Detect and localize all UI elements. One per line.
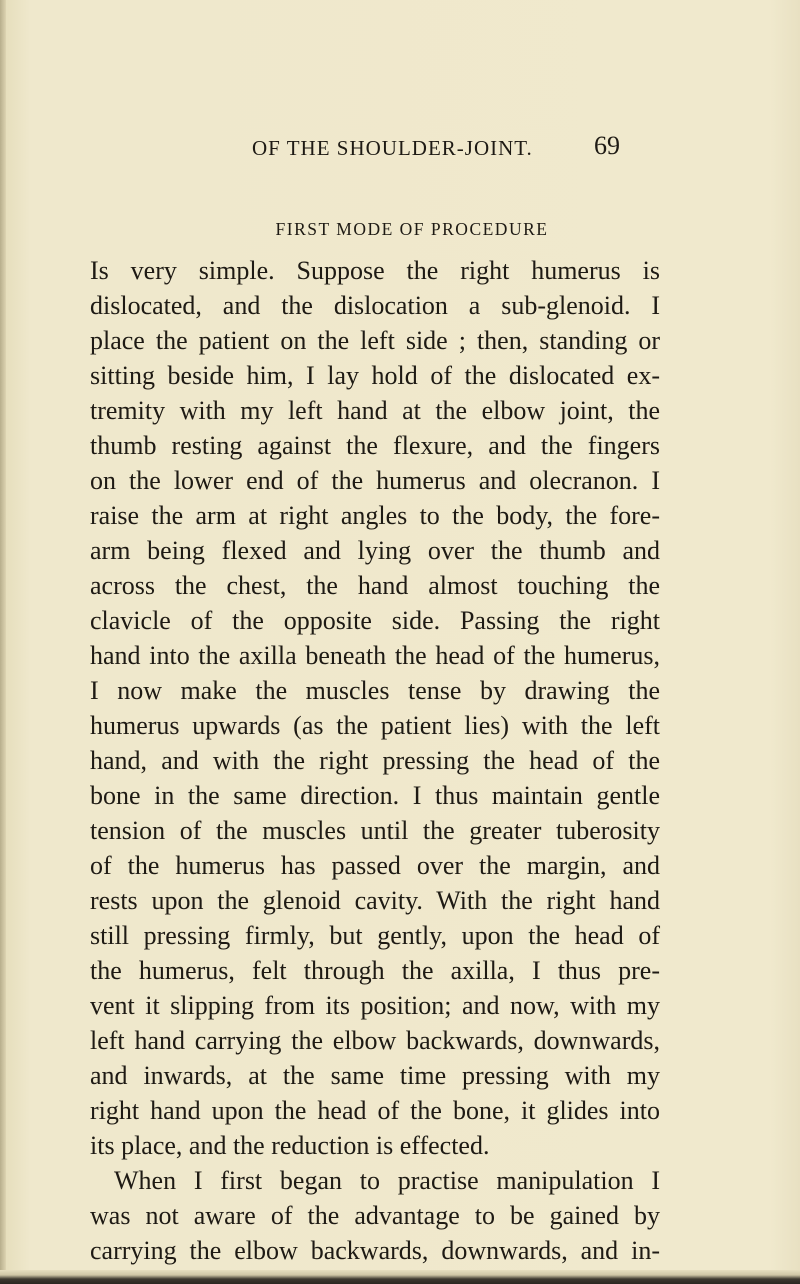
page-bottom-edge — [0, 1270, 800, 1284]
page-binding-edge — [0, 0, 6, 1284]
text-line: tremity with my left hand at the elbow joint, the — [90, 396, 660, 425]
text-line: thumb resting against the flexure, and the fingers — [90, 431, 660, 460]
text-line: place the patient on the left side ; then, standing or — [90, 326, 660, 355]
section-heading: FIRST MODE OF PROCEDURE — [275, 219, 549, 239]
page-header — [0, 131, 800, 166]
paragraph-start-line: When I first began to practise manipulation I — [114, 1166, 660, 1195]
text-line: left hand carrying the elbow backwards, downwards, — [90, 1026, 660, 1055]
text-line: humerus upwards (as the patient lies) with the left — [90, 711, 660, 740]
text-line: tension of the muscles until the greater tuberosity — [90, 816, 660, 845]
text-line: bone in the same direction. I thus maintain gentle — [90, 781, 660, 810]
body-text — [90, 253, 660, 1268]
text-line: clavicle of the opposite side. Passing the right — [90, 606, 660, 635]
text-line: across the chest, the hand almost touching the — [90, 571, 660, 600]
text-line: still pressing firmly, but gently, upon the head of — [90, 921, 660, 950]
text-line: arm being flexed and lying over the thumb and — [90, 536, 660, 565]
text-line: the humerus, felt through the axilla, I thus pre- — [90, 956, 660, 985]
text-line: was not aware of the advantage to be gained by — [90, 1201, 660, 1230]
page-number: 69 — [594, 131, 620, 160]
running-head: OF THE SHOULDER-JOINT. — [252, 136, 533, 160]
text-line: rests upon the glenoid cavity. With the right hand — [90, 886, 660, 915]
text-line: dislocated, and the dislocation a sub-glenoid. I — [90, 291, 660, 320]
text-line: hand into the axilla beneath the head of the humerus, — [90, 641, 660, 670]
text-line: Is very simple. Suppose the right humerus is — [90, 256, 660, 285]
text-line: right hand upon the head of the bone, it glides into — [90, 1096, 660, 1125]
text-line: vent it slipping from its position; and now, with my — [90, 991, 660, 1020]
text-line: raise the arm at right angles to the body, the fore- — [90, 501, 660, 530]
text-line: hand, and with the right pressing the head of the — [90, 746, 660, 775]
text-line: carrying the elbow backwards, downwards, and in- — [90, 1236, 660, 1265]
text-line: I now make the muscles tense by drawing the — [90, 676, 660, 705]
text-line: sitting beside him, I lay hold of the dislocated ex- — [90, 361, 660, 390]
paragraph-end-line: its place, and the reduction is effected. — [90, 1131, 490, 1160]
text-line: of the humerus has passed over the margin, and — [90, 851, 660, 880]
text-line: on the lower end of the humerus and olecranon. I — [90, 466, 660, 495]
text-line: and inwards, at the same time pressing with my — [90, 1061, 660, 1090]
